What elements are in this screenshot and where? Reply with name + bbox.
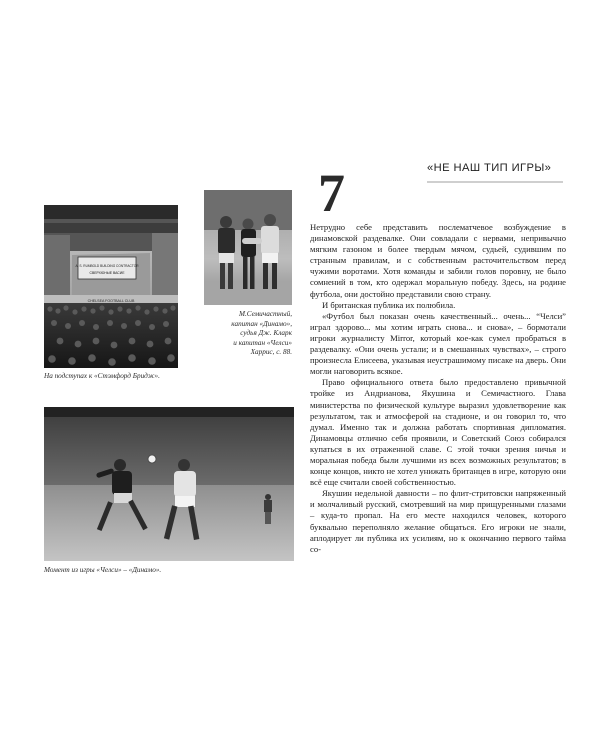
crowd-head xyxy=(170,305,175,310)
caption-line: судья Дж. Кларк xyxy=(240,329,292,338)
stand-background xyxy=(44,407,294,485)
distant-player-head xyxy=(265,494,271,500)
distant-player-body xyxy=(264,500,272,512)
crowd-head xyxy=(163,321,169,327)
caption-line: и капитан «Челси» xyxy=(233,338,292,347)
crowd-head xyxy=(57,338,64,345)
caption-captains-handshake xyxy=(190,310,292,358)
caption-line: Харрис, с. 88. xyxy=(250,348,292,357)
crowd-head xyxy=(108,309,113,314)
crowd-head xyxy=(128,354,136,362)
referee-head xyxy=(243,219,254,230)
stand-roof xyxy=(44,407,294,417)
crowd-head xyxy=(51,320,57,326)
crowd-head xyxy=(68,357,76,365)
chapter-title: «НЕ НАШ ТИП ИГРЫ» xyxy=(427,162,552,174)
crowd-head xyxy=(93,338,100,345)
player-right-leg xyxy=(272,263,277,289)
goalkeeper-jersey xyxy=(112,471,132,495)
referee-leg xyxy=(243,257,248,289)
crowd-head xyxy=(149,324,155,330)
body-text xyxy=(310,222,566,555)
caption-line: М.Семичастный, xyxy=(238,310,292,318)
crowd-head xyxy=(108,358,116,366)
crowd-head xyxy=(47,306,52,311)
crowd-head xyxy=(90,308,95,313)
paragraph: Право официального ответа было предоставлено привычной тройке из Андрианова, Якушина и Семичастного. Глава министерства по физической культуре выразил удовлетворение как результатом, так и атмосферой на стадионе, и он говорил то, что думал. Именно так и должна работать спортивная дипломатия. Динамовцы отлично себя проявили, и Советский Союз собирался купаться в их отраженной славе. С этой точки зрения ничья и моральная победа были лучшими из всех возможных результатов; в конце концов, никто не хотел унижать британцев в игре, которую они всё еще считали своей собственностью. xyxy=(310,377,566,488)
crowd-head xyxy=(165,338,172,345)
crowd-head xyxy=(81,306,86,311)
player-left-head xyxy=(220,216,232,228)
photo-match-moment xyxy=(44,407,294,561)
photo-captains-handshake xyxy=(204,190,292,305)
board-text: СВЕРХЮНЫЕ ВАСИЕ xyxy=(89,271,125,275)
crowd-head xyxy=(148,357,156,365)
crowd-head xyxy=(147,341,154,348)
photo-stamford-bridge-crowd xyxy=(44,205,178,368)
crowd-head xyxy=(144,309,149,314)
chapter-subtitle-faint xyxy=(427,181,563,183)
chapter-number: 7 xyxy=(318,163,345,223)
player-left-leg xyxy=(228,263,233,289)
caption-line: капитан «Динамо», xyxy=(231,319,292,328)
chelsea-player-head xyxy=(178,459,190,471)
crowd-head xyxy=(129,338,136,345)
player-left-leg xyxy=(220,263,225,289)
crowd-head xyxy=(126,308,131,313)
player-left-shirt xyxy=(218,228,235,254)
player-right-head xyxy=(264,214,276,226)
crowd-head xyxy=(65,323,71,329)
referee-leg xyxy=(250,257,255,289)
crowd-head xyxy=(167,354,175,362)
crowd-head xyxy=(93,324,99,330)
ball xyxy=(148,455,156,463)
crowd-head xyxy=(79,320,85,326)
crowd-head xyxy=(88,354,96,362)
chelsea-player-shirt xyxy=(174,471,196,497)
player-left-shorts xyxy=(219,253,234,263)
player-right-shorts xyxy=(262,253,278,263)
crowd-head xyxy=(48,355,56,363)
left-building xyxy=(44,235,70,295)
player-right-shirt xyxy=(261,226,279,254)
crowd-head xyxy=(63,305,68,310)
crowd-head xyxy=(162,308,167,313)
crowd-head xyxy=(135,320,141,326)
caption-stamford-bridge: На подступах к «Стэмфорд Бридж». xyxy=(44,372,160,380)
caption-match-moment: Момент из игры «Челси» – «Динамо». xyxy=(44,566,162,574)
crowd-head xyxy=(121,323,127,329)
goalkeeper-head xyxy=(114,459,126,471)
building-contractor-sign xyxy=(76,257,140,279)
stand-roof xyxy=(44,205,178,219)
paragraph: И британская публика их полюбила. xyxy=(322,299,456,310)
crowd-head xyxy=(153,306,158,311)
sign-text: A. S. RUMBOLD BUILDING CONTRACTOR xyxy=(75,264,139,268)
crowd-head xyxy=(72,309,77,314)
paragraph: «Футбол был показан очень качественный... очень... “Челси” играл здорово... мы хотим играть снова... и снова», – бормотали игроки журналисту Mirror, который кое-как сумел пробраться в раздевалку. «Они очень устали; и в смешанных чувствах», – строго произнесла Елисеева, указывая неустрашимому писаке на дверь. Они могли наговорить всякое. xyxy=(310,310,566,377)
paragraph: Нетрудно себе представить послематчевое возбуждение в динамовской раздевалке. Они совладали с нервами, непривычно мягким газоном и более твердым мячом, судьей, судившим по странным правилам, и с собственным расточительством перед чужими воротами. Хотя команды и забили голов поровну, не было сомнений в том, кто одержал моральную победу. Здесь, на родине футбола, они достойно представили свою страну. xyxy=(310,222,566,299)
crowd-head xyxy=(135,305,140,310)
distant-player-legs xyxy=(265,512,271,524)
stand-crowd-top xyxy=(44,223,178,233)
crowd-head xyxy=(107,320,113,326)
crowd-head xyxy=(117,306,122,311)
crowd-head xyxy=(75,341,82,348)
paragraph: Якушин недельной давности – по флит-стритовски напряженный и молчаливый русский, смотревший на мир прищуренными глазами – куда-то пропал. На его месте находился человек, которого буквально переполняло желание общаться. Его игроки не знали, аплодирует ли публика их усилиям, но к окончанию первого тайма со- xyxy=(310,488,566,554)
crowd-head xyxy=(111,342,118,349)
chelsea-player-shorts xyxy=(175,496,195,507)
pitch-ground xyxy=(204,282,292,305)
handshake-hands xyxy=(242,238,262,244)
crowd-head xyxy=(55,308,60,313)
right-building xyxy=(152,233,178,295)
player-right-leg xyxy=(263,263,268,289)
crowd-head xyxy=(99,305,104,310)
fence-text: CHELSEA FOOTBALL CLUB xyxy=(87,299,135,303)
